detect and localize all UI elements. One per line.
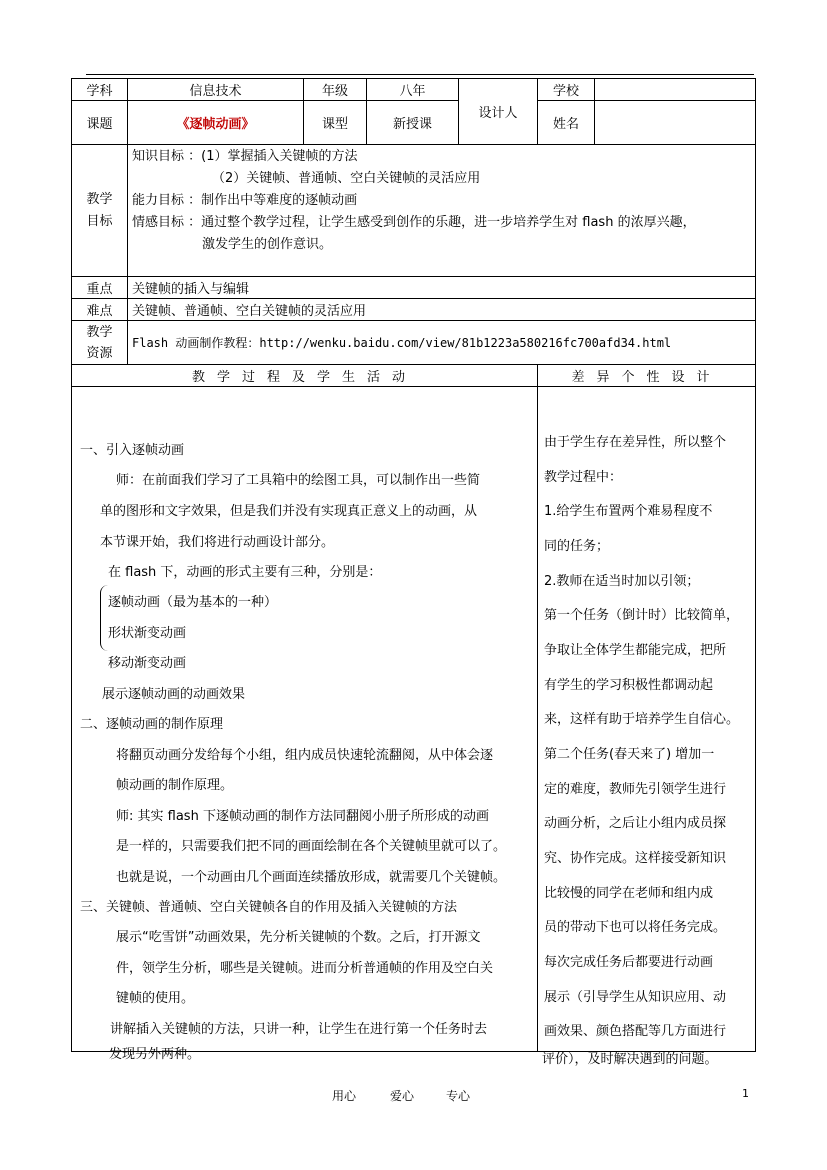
resources-row [72,321,756,365]
process-left-body [72,387,538,1052]
left-line: 件，领学生分析，哪些是关键帧。进而分析普通帧的作用及空白关 [116,961,494,976]
right-line: 定的难度，教师先引领学生进行 [544,782,727,797]
right-line: 每次完成任务后都要进行动画 [544,955,714,970]
key-point-row [72,277,756,299]
difficulty-row [72,299,756,321]
key-point-value: 关键帧的插入与编辑 [128,277,756,299]
name-label: 姓名 [538,101,595,145]
left-line: 帧动画的制作原理。 [116,778,234,793]
right-line: 动画分析，之后让小组内成员探 [544,816,727,831]
animation-type-item: 形状渐变动画 [108,626,187,641]
animation-type-item: 移动渐变动画 [108,656,187,671]
resources-label-line1: 教学 [86,324,113,340]
type-value: 新授课 [367,101,459,145]
left-line: 本节课开始，我们将进行动画设计部分。 [100,535,335,550]
right-line: 画效果、颜色搭配等几方面进行 [544,1024,727,1039]
left-line: 将翻页动画分发给每个小组，组内成员快速轮流翻阅，从中体会逐 [116,748,494,763]
footer-item: 专心 [446,1089,471,1103]
left-line: 讲解插入关键帧的方法，只讲一种，让学生在进行第一个任务时去 [110,1022,488,1037]
header-row-1 [72,79,756,101]
right-line: 第一个任务（倒计时）比较简单， [544,608,740,623]
process-header-row [72,365,756,387]
section-2-heading: 二、逐帧动画的制作原理 [80,717,224,732]
topic-value: 《逐帧动画》 [128,101,304,145]
right-line: 争取让全体学生都能完成，把所 [544,643,727,658]
type-label: 课型 [304,101,367,145]
school-value [595,79,756,101]
goals-label-line1: 教学 [86,191,113,207]
page-number: 1 [742,1087,749,1100]
section-3-heading: 三、关键帧、普通帧、空白关键帧各自的作用及插入关键帧的方法 [80,900,458,915]
right-line: 展示（引导学生从知识应用、动 [544,990,727,1005]
goal-emotion-cont: 激发学生的创作意识。 [202,237,333,252]
header-row-2 [72,101,756,145]
right-line: 教学过程中： [544,470,623,485]
grade-value: 八年 [367,79,459,101]
subject-label: 学科 [72,79,128,101]
left-line: 也就是说，一个动画由几个画面连续播放形成，就需要几个关键帧。 [116,870,507,885]
goals-label-line2: 目标 [86,213,113,229]
name-value [595,101,756,145]
left-line: 展示“吃雪饼”动画效果，先分析关键帧的个数。之后，打开源文 [116,930,481,945]
topic-label: 课题 [72,101,128,145]
left-line-last: 发现另外两种。 [109,1047,201,1062]
section-1-heading: 一、引入逐帧动画 [80,443,185,458]
goal-knowledge: 知识目标 ：(1）掌握插入关键帧的方法 [132,149,358,164]
goals-row [72,145,756,277]
subject-value: 信息技术 [128,79,304,101]
right-line: 来，这样有助于培养学生自信心。 [544,712,740,727]
grade-label: 年级 [304,79,367,101]
process-body-row [72,387,756,1052]
right-line-last: 评价），及时解决遇到的问题。 [542,1052,718,1067]
key-point-label: 重点 [72,277,128,299]
difficulty-label: 难点 [72,299,128,321]
school-label: 学校 [538,79,595,101]
lesson-plan-table [71,78,756,1052]
footer-item: 爱心 [390,1089,415,1103]
right-line: 有学生的学习积极性都调动起 [544,678,714,693]
resources-value: Flash 动画制作教程：http://wenku.baidu.com/view/81b1223a580216fc700afd34.html [128,321,756,365]
left-line: 键帧的使用。 [116,991,195,1006]
resources-label [72,321,128,365]
goal-emotion: 情感目标 ：通过整个教学过程，让学生感受到创作的乐趣，进一步培养学生对 flash 的浓厚兴趣， [132,215,696,230]
designer-label: 设计人 [459,79,538,145]
right-line: 第二个任务(春天来了) 增加一 [544,747,715,762]
difficulty-value: 关键帧、普通帧、空白关键帧的灵活应用 [128,299,756,321]
right-line: 由于学生存在差异性，所以整个 [544,435,727,450]
process-right-header: 差异个性设计 [538,365,756,387]
left-line: 师：在前面我们学习了工具箱中的绘图工具，可以制作出一些简 [116,473,481,488]
goals-label [72,145,128,277]
goals-content [128,145,756,277]
animation-type-item: 逐帧动画（最为基本的一种） [108,595,278,610]
resources-label-line2: 资源 [86,345,113,361]
right-line: 究、协作完成。这样接受新知识 [544,851,727,866]
process-left-header: 教学过程及学生活动 [72,365,538,387]
left-line: 是一样的，只需要我们把不同的画面绘制在各个关键帧里就可以了。 [116,839,507,854]
left-line: 展示逐帧动画的动画效果 [102,687,246,702]
footer-item: 用心 [332,1089,357,1103]
left-line: 在 flash 下，动画的形式主要有三种，分别是： [108,565,382,580]
right-line: 2.教师在适当时加以引领； [544,574,700,589]
left-line: 单的图形和文字效果，但是我们并没有实现真正意义上的动画，从 [100,504,478,519]
right-line: 员的带动下也可以将任务完成。 [544,920,727,935]
header-rule [86,74,754,75]
left-line: 师: 其实 flash 下逐帧动画的制作方法同翻阅小册子所形成的动画 [116,809,489,824]
process-right-body [538,387,756,1052]
right-line: 同的任务； [544,539,610,554]
goal-knowledge-2: （2）关键帧、普通帧、空白关键帧的灵活应用 [212,171,481,186]
right-line: 比较慢的同学在老师和组内成 [544,886,714,901]
goal-ability: 能力目标 ：制作出中等难度的逐帧动画 [132,193,358,208]
right-line: 1.给学生布置两个难易程度不 [544,504,713,519]
